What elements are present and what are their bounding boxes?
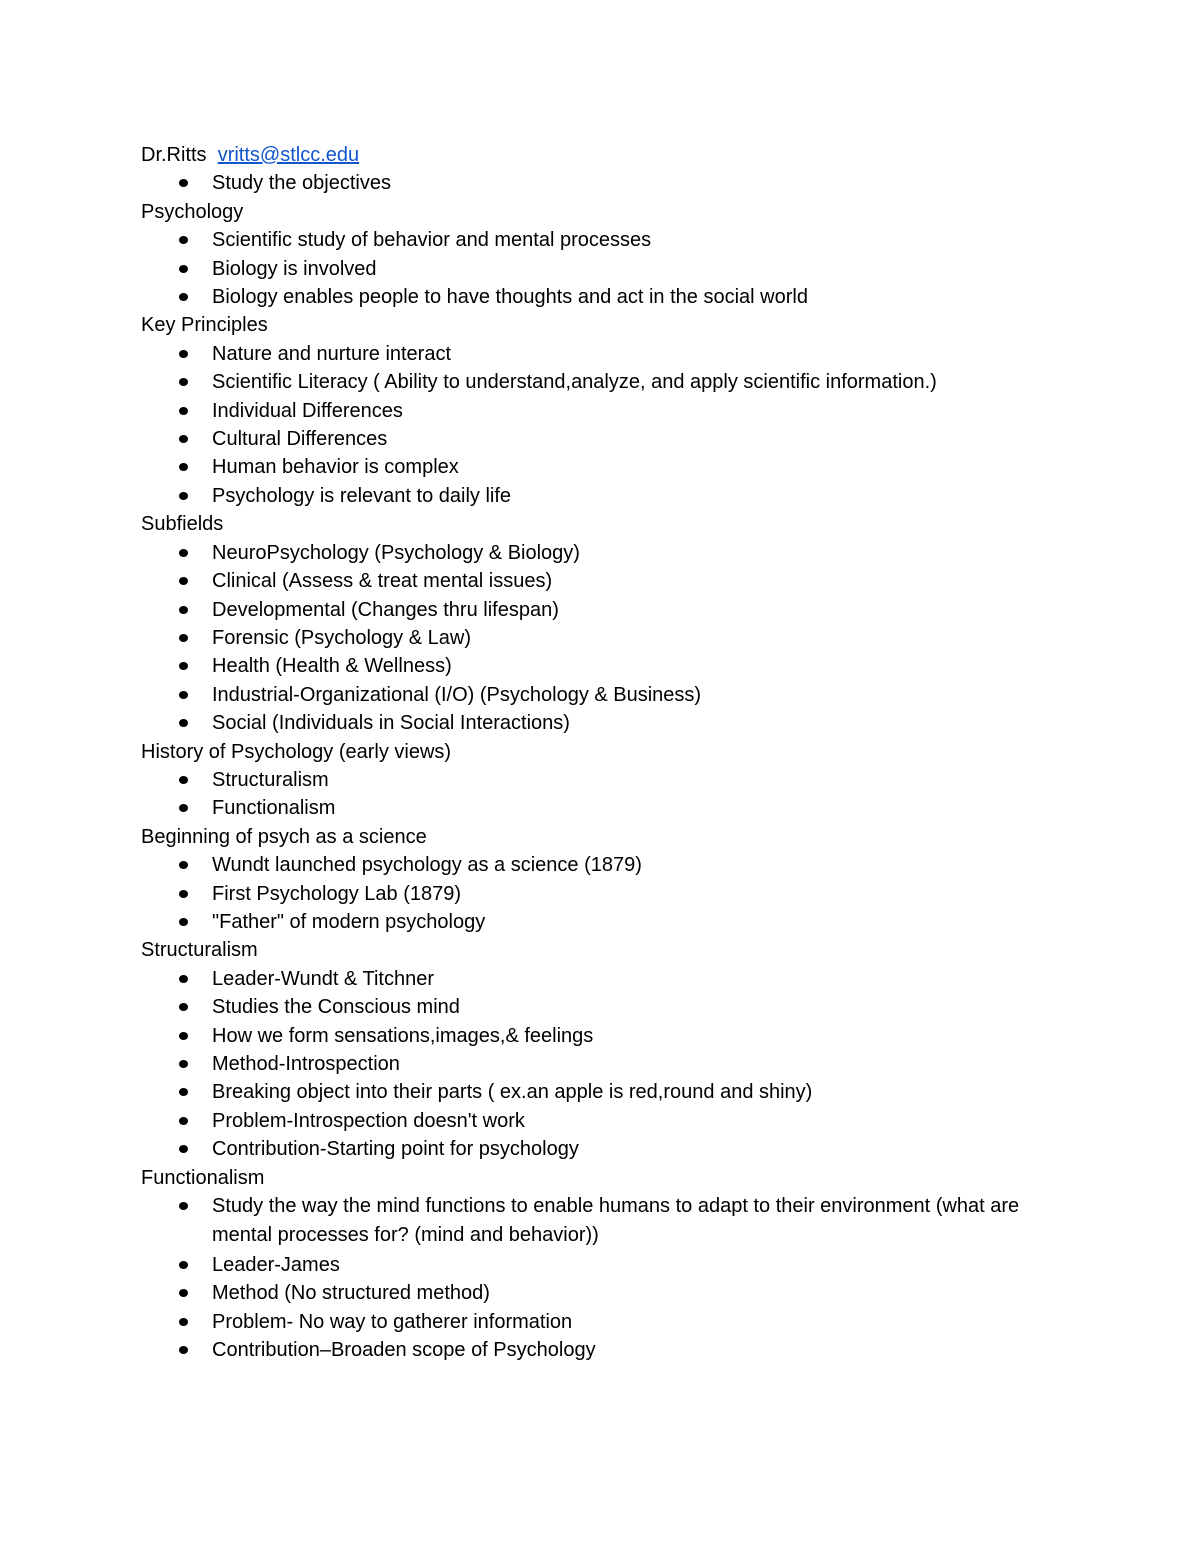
bullet-icon — [179, 691, 188, 699]
list-item — [141, 652, 1061, 680]
list-item — [141, 1022, 1061, 1050]
list-item-text: Study the way the mind functions to enable humans to adapt to their environment (what are mental processes for? (mind and behavior)) — [212, 1195, 1020, 1247]
bullet-icon — [179, 1088, 188, 1096]
bullet-icon — [179, 606, 188, 614]
bullet-icon — [179, 1145, 188, 1153]
list-item — [141, 368, 1061, 396]
list-item — [141, 397, 1061, 425]
bullet-icon — [179, 1060, 188, 1068]
list-item — [141, 425, 1061, 453]
list-item-text: How we form sensations,images,& feelings — [212, 1024, 594, 1047]
list-item-text: Health (Health & Wellness) — [212, 655, 452, 678]
bullet-icon — [179, 890, 188, 898]
bullet-icon — [179, 719, 188, 727]
bullet-list — [141, 539, 1061, 738]
bullet-icon — [179, 1318, 188, 1326]
list-item — [141, 1135, 1061, 1163]
bullet-icon — [179, 577, 188, 585]
list-item — [141, 539, 1061, 567]
list-item — [141, 1078, 1061, 1106]
bullet-icon — [179, 1117, 188, 1125]
list-item — [141, 766, 1061, 794]
section-heading: Beginning of psych as a science — [141, 825, 427, 848]
bullet-icon — [179, 776, 188, 784]
document-page — [141, 141, 1061, 1364]
list-item — [141, 1192, 1061, 1251]
section-heading: Subfields — [141, 513, 224, 536]
list-item-text: Problem-Introspection doesn't work — [212, 1109, 525, 1132]
list-item-text: NeuroPsychology (Psychology & Biology) — [212, 541, 580, 564]
bullet-list — [141, 340, 1061, 510]
list-item — [141, 1050, 1061, 1078]
bullet-icon — [179, 378, 188, 386]
list-item — [141, 567, 1061, 595]
list-item — [141, 1308, 1061, 1336]
list-item: Study the objectives — [141, 169, 1061, 197]
bullet-icon — [179, 179, 188, 187]
list-item — [141, 880, 1061, 908]
author-line — [141, 141, 1061, 169]
notes-sections — [141, 198, 1061, 1365]
bullet-list — [141, 226, 1061, 311]
list-item — [141, 908, 1061, 936]
list-item — [141, 226, 1061, 254]
list-item — [141, 993, 1061, 1021]
list-item — [141, 794, 1061, 822]
bullet-icon — [179, 634, 188, 642]
list-item-text: Social (Individuals in Social Interactions) — [212, 712, 570, 735]
bullet-icon — [179, 1003, 188, 1011]
bullet-icon — [179, 662, 188, 670]
list-item — [141, 453, 1061, 481]
bullet-list — [141, 766, 1061, 823]
bullet-icon — [179, 861, 188, 869]
bullet-icon — [179, 293, 188, 301]
list-item — [141, 340, 1061, 368]
section-heading: Structuralism — [141, 939, 258, 962]
section-heading: Functionalism — [141, 1166, 265, 1189]
list-item — [141, 624, 1061, 652]
list-item-text: Industrial-Organizational (I/O) (Psychology & Business) — [212, 683, 702, 706]
bullet-icon — [179, 1261, 188, 1269]
list-item-text: Biology enables people to have thoughts and act in the social world — [212, 286, 808, 309]
list-item-text: Forensic (Psychology & Law) — [212, 626, 471, 649]
list-item — [141, 596, 1061, 624]
bullet-icon — [179, 975, 188, 983]
bullet-icon — [179, 1289, 188, 1297]
list-item-text: Leader-Wundt & Titchner — [212, 967, 434, 990]
list-item — [141, 283, 1061, 311]
list-item — [141, 255, 1061, 283]
list-item-text: Biology is involved — [212, 257, 377, 280]
bullet-list — [141, 965, 1061, 1164]
bullet-icon — [179, 549, 188, 557]
list-item — [141, 1251, 1061, 1279]
bullet-icon — [179, 1202, 188, 1210]
list-item — [141, 965, 1061, 993]
list-item — [141, 709, 1061, 737]
bullet-list — [141, 851, 1061, 936]
list-item-text: Scientific study of behavior and mental processes — [212, 229, 652, 252]
list-item-text: Human behavior is complex — [212, 456, 459, 479]
bullet-icon — [179, 435, 188, 443]
list-item — [141, 1336, 1061, 1364]
list-item-text: Scientific Literacy ( Ability to understand,analyze, and apply scientific information.) — [212, 371, 937, 394]
author-name: Dr.Ritts — [141, 144, 207, 166]
list-item — [141, 482, 1061, 510]
list-item-text: Method-Introspection — [212, 1053, 400, 1075]
list-item-text: Contribution–Broaden scope of Psychology — [212, 1339, 596, 1362]
list-item-text: Wundt launched psychology as a science (1879) — [212, 854, 642, 877]
bullet-icon — [179, 463, 188, 471]
list-item-text: Breaking object into their parts ( ex.an apple is red,round and shiny) — [212, 1081, 813, 1104]
list-item-text: Problem- No way to gatherer information — [212, 1310, 573, 1333]
bullet-icon — [179, 407, 188, 415]
bullet-icon — [179, 350, 188, 358]
bullet-icon — [179, 492, 188, 500]
bullet-icon — [179, 1032, 188, 1040]
list-item — [141, 851, 1061, 879]
list-item — [141, 1107, 1061, 1135]
email-link[interactable]: vritts@stlcc.edu — [217, 144, 360, 166]
bullet-icon — [179, 236, 188, 244]
list-item-text: Individual Differences — [212, 399, 403, 422]
list-item-text: Leader-James — [212, 1253, 340, 1276]
list-item-text: Functionalism — [212, 797, 336, 820]
list-item-text: Clinical (Assess & treat mental issues) — [212, 570, 553, 593]
bullet-icon — [179, 265, 188, 273]
intro-list — [141, 169, 1061, 197]
section-heading: Psychology — [141, 200, 244, 223]
section-heading: Key Principles — [141, 314, 268, 337]
list-item-text: Method (No structured method) — [212, 1282, 490, 1305]
list-item-text: Nature and nurture interact — [212, 342, 452, 365]
list-item-text: First Psychology Lab (1879) — [212, 882, 462, 905]
bullet-list — [141, 1192, 1061, 1364]
bullet-icon — [179, 918, 188, 926]
list-item-text: Studies the Conscious mind — [212, 996, 460, 1019]
list-item-text: "Father" of modern psychology — [212, 910, 486, 933]
list-item — [141, 1279, 1061, 1307]
list-item-text: Psychology is relevant to daily life — [212, 484, 512, 507]
section-heading: History of Psychology (early views) — [141, 740, 452, 763]
bullet-icon — [179, 804, 188, 812]
list-item-text: Cultural Differences — [212, 428, 388, 451]
list-item-text: Developmental (Changes thru lifespan) — [212, 598, 559, 621]
list-item-text: Contribution-Starting point for psychology — [212, 1138, 579, 1161]
list-item — [141, 681, 1061, 709]
list-item-text: Structuralism — [212, 768, 329, 791]
bullet-icon — [179, 1346, 188, 1354]
